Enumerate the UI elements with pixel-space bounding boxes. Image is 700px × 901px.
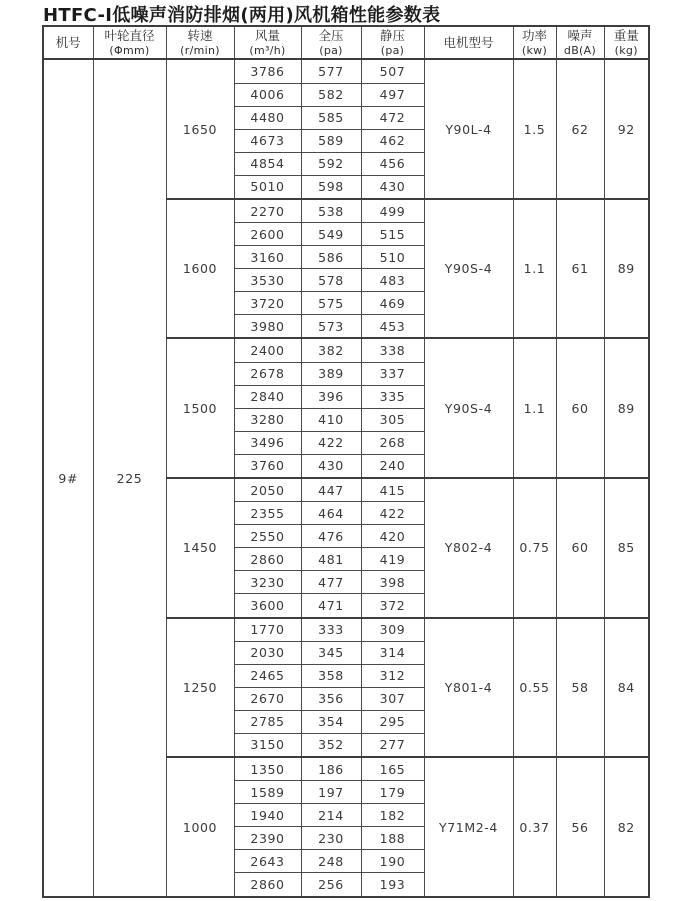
static-pressure-cell: 372 (361, 594, 424, 618)
col-header-machine-no (43, 26, 93, 59)
speed-cell: 1000 (166, 757, 234, 897)
total-pressure-cell: 447 (301, 478, 361, 502)
col-header-motor-model (424, 26, 513, 59)
power-cell: 0.75 (513, 478, 556, 618)
speed-cell: 1500 (166, 338, 234, 478)
air-volume-cell: 2643 (234, 850, 301, 873)
static-pressure-cell: 420 (361, 525, 424, 548)
motor-model-cell: Y90S-4 (424, 199, 513, 339)
static-pressure-cell: 188 (361, 827, 424, 850)
total-pressure-cell: 586 (301, 246, 361, 269)
air-volume-cell: 4854 (234, 152, 301, 175)
total-pressure-cell: 549 (301, 223, 361, 246)
air-volume-cell: 3720 (234, 292, 301, 315)
air-volume-cell: 2600 (234, 223, 301, 246)
table-body (43, 59, 649, 897)
air-volume-cell: 2860 (234, 548, 301, 571)
power-cell: 1.1 (513, 338, 556, 478)
total-pressure-cell: 356 (301, 687, 361, 710)
air-volume-cell: 2785 (234, 710, 301, 733)
total-pressure-cell: 352 (301, 733, 361, 757)
air-volume-cell: 3530 (234, 269, 301, 292)
total-pressure-cell: 396 (301, 385, 361, 408)
air-volume-cell: 1770 (234, 618, 301, 642)
col-label: 静压 (379, 28, 405, 43)
static-pressure-cell: 483 (361, 269, 424, 292)
static-pressure-cell: 193 (361, 873, 424, 897)
static-pressure-cell: 507 (361, 59, 424, 83)
machine-no-cell: 9# (43, 59, 93, 897)
speed-cell: 1250 (166, 618, 234, 758)
total-pressure-cell: 430 (301, 454, 361, 478)
fan-performance-table (42, 25, 650, 898)
air-volume-cell: 3496 (234, 431, 301, 454)
noise-cell: 56 (556, 757, 604, 897)
col-unit: (kg) (614, 43, 638, 57)
total-pressure-cell: 481 (301, 548, 361, 571)
motor-model-cell: Y802-4 (424, 478, 513, 618)
col-header-speed (166, 26, 234, 59)
total-pressure-cell: 589 (301, 129, 361, 152)
col-unit: (Φmm) (109, 43, 150, 57)
static-pressure-cell: 309 (361, 618, 424, 642)
static-pressure-cell: 499 (361, 199, 424, 223)
col-label: 叶轮直径 (104, 28, 155, 43)
col-label: 机号 (55, 34, 81, 50)
static-pressure-cell: 268 (361, 431, 424, 454)
total-pressure-cell: 354 (301, 710, 361, 733)
static-pressure-cell: 295 (361, 710, 424, 733)
static-pressure-cell: 240 (361, 454, 424, 478)
static-pressure-cell: 335 (361, 385, 424, 408)
air-volume-cell: 3280 (234, 408, 301, 431)
motor-model-cell: Y90S-4 (424, 338, 513, 478)
total-pressure-cell: 248 (301, 850, 361, 873)
total-pressure-cell: 214 (301, 804, 361, 827)
col-header-impeller-diameter (93, 26, 166, 59)
col-label: 噪声 (567, 28, 593, 43)
col-unit: (pa) (380, 43, 405, 57)
total-pressure-cell: 389 (301, 362, 361, 385)
weight-cell: 82 (604, 757, 649, 897)
speed-cell: 1450 (166, 478, 234, 618)
air-volume-cell: 1940 (234, 804, 301, 827)
weight-cell: 92 (604, 59, 649, 199)
total-pressure-cell: 585 (301, 106, 361, 129)
static-pressure-cell: 462 (361, 129, 424, 152)
col-label: 风量 (254, 28, 280, 43)
col-header-noise (556, 26, 604, 59)
speed-cell: 1650 (166, 59, 234, 199)
col-unit: dB(A) (563, 43, 597, 57)
static-pressure-cell: 338 (361, 338, 424, 362)
air-volume-cell: 4006 (234, 83, 301, 106)
total-pressure-cell: 582 (301, 83, 361, 106)
noise-cell: 61 (556, 199, 604, 339)
col-header-static-pressure (361, 26, 424, 59)
weight-cell: 84 (604, 618, 649, 758)
total-pressure-cell: 186 (301, 757, 361, 781)
col-header-weight (604, 26, 649, 59)
air-volume-cell: 2465 (234, 664, 301, 687)
air-volume-cell: 3786 (234, 59, 301, 83)
static-pressure-cell: 415 (361, 478, 424, 502)
air-volume-cell: 3230 (234, 571, 301, 594)
static-pressure-cell: 165 (361, 757, 424, 781)
weight-cell: 89 (604, 338, 649, 478)
total-pressure-cell: 577 (301, 59, 361, 83)
total-pressure-cell: 382 (301, 338, 361, 362)
total-pressure-cell: 345 (301, 641, 361, 664)
static-pressure-cell: 277 (361, 733, 424, 757)
table-header (43, 26, 649, 59)
air-volume-cell: 3600 (234, 594, 301, 618)
noise-cell: 62 (556, 59, 604, 199)
static-pressure-cell: 515 (361, 223, 424, 246)
static-pressure-cell: 179 (361, 781, 424, 804)
static-pressure-cell: 453 (361, 315, 424, 339)
power-cell: 1.1 (513, 199, 556, 339)
total-pressure-cell: 592 (301, 152, 361, 175)
weight-cell: 85 (604, 478, 649, 618)
air-volume-cell: 3160 (234, 246, 301, 269)
total-pressure-cell: 575 (301, 292, 361, 315)
impeller-diameter-cell: 225 (93, 59, 166, 897)
total-pressure-cell: 333 (301, 618, 361, 642)
static-pressure-cell: 469 (361, 292, 424, 315)
total-pressure-cell: 422 (301, 431, 361, 454)
total-pressure-cell: 230 (301, 827, 361, 850)
total-pressure-cell: 578 (301, 269, 361, 292)
air-volume-cell: 1589 (234, 781, 301, 804)
static-pressure-cell: 305 (361, 408, 424, 431)
col-unit: (r/min) (180, 43, 220, 57)
static-pressure-cell: 190 (361, 850, 424, 873)
air-volume-cell: 5010 (234, 175, 301, 199)
total-pressure-cell: 256 (301, 873, 361, 897)
total-pressure-cell: 410 (301, 408, 361, 431)
col-label: 电机型号 (443, 34, 494, 50)
air-volume-cell: 2860 (234, 873, 301, 897)
col-label: 功率 (521, 28, 547, 43)
motor-model-cell: Y801-4 (424, 618, 513, 758)
col-header-total-pressure (301, 26, 361, 59)
static-pressure-cell: 337 (361, 362, 424, 385)
static-pressure-cell: 472 (361, 106, 424, 129)
power-cell: 0.37 (513, 757, 556, 897)
static-pressure-cell: 430 (361, 175, 424, 199)
static-pressure-cell: 422 (361, 502, 424, 525)
total-pressure-cell: 573 (301, 315, 361, 339)
air-volume-cell: 2678 (234, 362, 301, 385)
col-unit: (m³/h) (249, 43, 286, 57)
air-volume-cell: 4673 (234, 129, 301, 152)
static-pressure-cell: 307 (361, 687, 424, 710)
total-pressure-cell: 477 (301, 571, 361, 594)
power-cell: 0.55 (513, 618, 556, 758)
air-volume-cell: 3150 (234, 733, 301, 757)
speed-cell: 1600 (166, 199, 234, 339)
air-volume-cell: 2670 (234, 687, 301, 710)
col-label: 转速 (187, 28, 213, 43)
col-label: 全压 (318, 28, 344, 43)
air-volume-cell: 4480 (234, 106, 301, 129)
weight-cell: 89 (604, 199, 649, 339)
col-header-air-volume (234, 26, 301, 59)
air-volume-cell: 2400 (234, 338, 301, 362)
static-pressure-cell: 312 (361, 664, 424, 687)
air-volume-cell: 2355 (234, 502, 301, 525)
header-row (43, 26, 649, 59)
table-row (43, 59, 649, 83)
page-title: HTFC-I低噪声消防排烟(两用)风机箱性能参数表 (43, 5, 441, 26)
static-pressure-cell: 456 (361, 152, 424, 175)
static-pressure-cell: 497 (361, 83, 424, 106)
noise-cell: 60 (556, 478, 604, 618)
total-pressure-cell: 464 (301, 502, 361, 525)
total-pressure-cell: 476 (301, 525, 361, 548)
static-pressure-cell: 398 (361, 571, 424, 594)
air-volume-cell: 2270 (234, 199, 301, 223)
air-volume-cell: 3760 (234, 454, 301, 478)
air-volume-cell: 2050 (234, 478, 301, 502)
air-volume-cell: 3980 (234, 315, 301, 339)
col-label: 重量 (613, 28, 639, 43)
power-cell: 1.5 (513, 59, 556, 199)
total-pressure-cell: 197 (301, 781, 361, 804)
total-pressure-cell: 598 (301, 175, 361, 199)
total-pressure-cell: 358 (301, 664, 361, 687)
motor-model-cell: Y90L-4 (424, 59, 513, 199)
air-volume-cell: 2390 (234, 827, 301, 850)
static-pressure-cell: 182 (361, 804, 424, 827)
air-volume-cell: 2030 (234, 641, 301, 664)
col-unit: (kw) (521, 43, 548, 57)
col-unit: (pa) (319, 43, 343, 57)
total-pressure-cell: 538 (301, 199, 361, 223)
static-pressure-cell: 510 (361, 246, 424, 269)
total-pressure-cell: 471 (301, 594, 361, 618)
motor-model-cell: Y71M2-4 (424, 757, 513, 897)
air-volume-cell: 2550 (234, 525, 301, 548)
noise-cell: 60 (556, 338, 604, 478)
air-volume-cell: 2840 (234, 385, 301, 408)
static-pressure-cell: 314 (361, 641, 424, 664)
static-pressure-cell: 419 (361, 548, 424, 571)
noise-cell: 58 (556, 618, 604, 758)
col-header-power (513, 26, 556, 59)
air-volume-cell: 1350 (234, 757, 301, 781)
